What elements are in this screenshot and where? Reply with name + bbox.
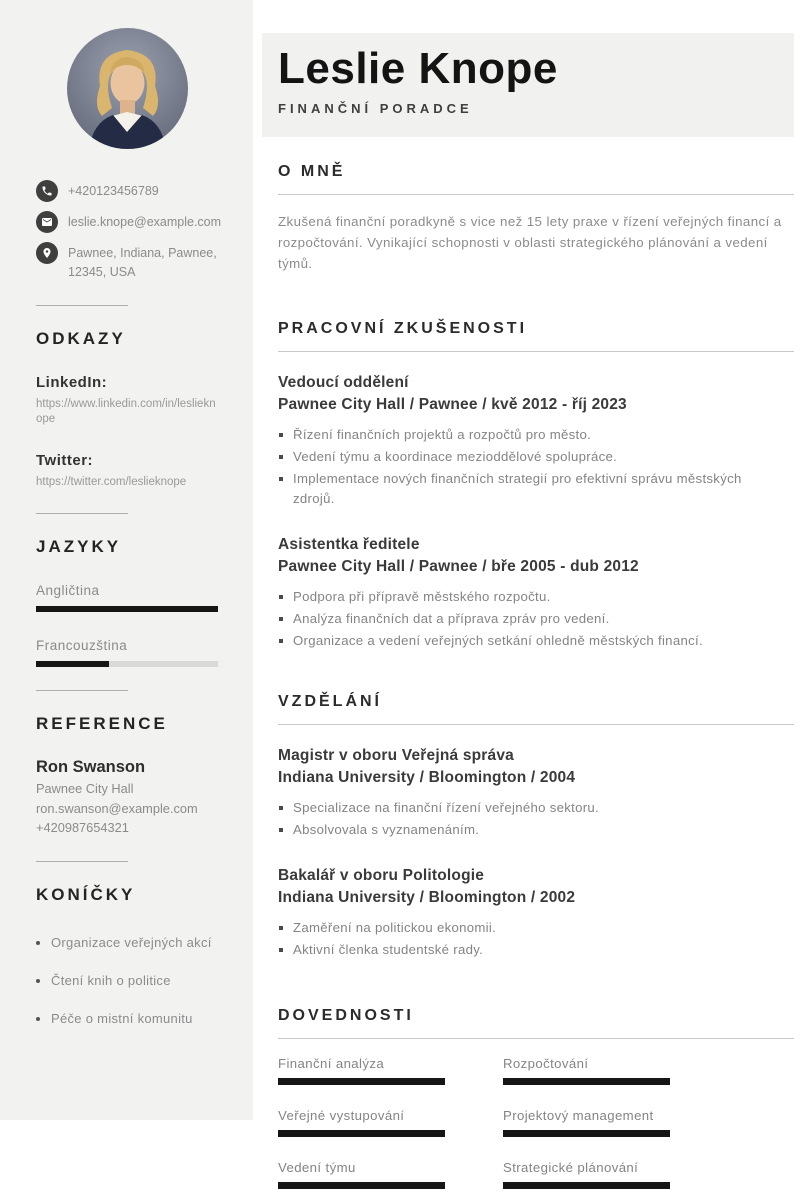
language-name: Angličtina (36, 583, 100, 598)
degree-bullet: Aktivní členka studentské rady. (278, 940, 778, 960)
skill-bar-fill (503, 1182, 670, 1189)
sidebar (0, 0, 253, 1120)
divider (36, 861, 128, 862)
reference-name: Ron Swanson (36, 758, 146, 776)
language-bar-fill (36, 661, 109, 667)
skill-item (503, 1056, 670, 1085)
reference-heading: REFERENCE (36, 714, 168, 733)
skill-bar-track (503, 1182, 670, 1189)
degree-bullet: Absolvovala s vyznamenáním. (278, 820, 778, 840)
languages-heading: JAZYKY (36, 537, 122, 556)
job-bullet: Organizace a vedení veřejných setkání ohledně městských financí. (278, 631, 778, 651)
language-name: Francouzština (36, 638, 128, 653)
language-bar-track (36, 661, 218, 667)
twitter-url[interactable]: https://twitter.com/leslieknope (36, 476, 187, 488)
degree-bullets (278, 798, 794, 840)
skill-item (278, 1160, 445, 1189)
divider (36, 690, 128, 691)
job-entry (278, 372, 794, 509)
reference-phone[interactable]: +420987654321 (36, 820, 129, 835)
skill-name: Rozpočtování (503, 1056, 589, 1071)
hobby-item: Organizace veřejných akcí (36, 933, 218, 953)
degree-bullet: Zaměření na politickou ekonomii. (278, 918, 778, 938)
skill-grid (278, 1056, 794, 1189)
job-bullets (278, 587, 794, 651)
phone-value[interactable]: +420123456789 (68, 184, 159, 198)
hobby-item: Péče o mistní komunitu (36, 1009, 218, 1029)
job-title: Asistentka ředitele (278, 536, 420, 553)
reference-company: Pawnee City Hall (36, 781, 134, 796)
skill-name: Projektový management (503, 1108, 654, 1123)
degree-bullets (278, 918, 794, 960)
job-bullets (278, 425, 794, 509)
hobby-list (36, 933, 218, 1029)
skill-name: Vedení týmu (278, 1160, 356, 1175)
email-value[interactable]: leslie.knope@example.com (68, 215, 222, 229)
linkedin-label: LinkedIn: (36, 374, 108, 391)
skill-bar-fill (503, 1130, 670, 1137)
reference-details (36, 779, 218, 838)
hobby-item: Čtení knih o politice (36, 971, 218, 991)
about-text: Zkušená finanční poradkyně s vice než 15 lety praxe v řízení veřejných financí a rozpočtování. Vynikající schopnosti v oblasti strategického plánování a vedení týmů. (278, 214, 782, 271)
skill-name: Veřejné vystupování (278, 1108, 405, 1123)
education-heading: VZDĚLÁNÍ (278, 693, 794, 725)
skill-bar-track (503, 1078, 670, 1085)
skill-name: Strategické plánování (503, 1160, 639, 1175)
section-about (278, 163, 794, 274)
degree-title: Magistr v oboru Veřejná správa (278, 747, 515, 764)
education-entry (278, 865, 794, 960)
skill-bar-fill (503, 1078, 670, 1085)
section-education (278, 693, 794, 960)
job-bullet: Řízení finančních projektů a rozpočtů pro město. (278, 425, 778, 445)
job-bullet: Analýza finančních dat a příprava zpráv pro vedení. (278, 609, 778, 629)
section-experience (278, 320, 794, 651)
hobbies-heading: KONÍČKY (36, 884, 136, 904)
job-meta: Pawnee City Hall / Pawnee / bře 2005 - dub 2012 (278, 558, 639, 575)
main-content (262, 163, 794, 1189)
profile-photo-wrap (36, 28, 218, 149)
location-icon (36, 242, 58, 264)
skill-bar-fill (278, 1182, 445, 1189)
profile-photo (67, 28, 188, 149)
contact-address-row (36, 242, 218, 282)
section-skills (278, 1007, 794, 1189)
skill-bar-track (503, 1130, 670, 1137)
skill-bar-track (278, 1078, 445, 1085)
phone-icon (36, 180, 58, 202)
job-title: Vedoucí oddělení (278, 374, 409, 391)
skill-bar-track (278, 1130, 445, 1137)
twitter-label: Twitter: (36, 452, 94, 469)
links-heading: ODKAZY (36, 329, 126, 348)
main-column (262, 0, 794, 1175)
header-band (262, 33, 794, 137)
language-item (36, 583, 218, 612)
skill-item (278, 1108, 445, 1137)
contact-block (36, 180, 222, 282)
language-bar-track (36, 606, 218, 612)
divider (36, 513, 128, 514)
linkedin-url[interactable]: https://www.linkedin.com/in/leslieknope (36, 398, 216, 425)
job-bullet: Vedení týmu a koordinace mezioddělové spolupráce. (278, 447, 778, 467)
skill-bar-fill (278, 1130, 445, 1137)
job-entry (278, 534, 794, 651)
degree-title: Bakalář v oboru Politologie (278, 867, 485, 884)
skill-name: Finanční analýza (278, 1056, 385, 1071)
job-meta: Pawnee City Hall / Pawnee / kvě 2012 - říj 2023 (278, 396, 627, 413)
language-bar-fill (36, 606, 218, 612)
skill-item (503, 1160, 670, 1189)
person-name: Leslie Knope (278, 44, 558, 93)
contact-email-row (36, 211, 222, 233)
skill-item (503, 1108, 670, 1137)
degree-meta: Indiana University / Bloomington / 2004 (278, 769, 576, 786)
degree-bullet: Specializace na finanční řízení veřejného sektoru. (278, 798, 778, 818)
column-gutter (253, 0, 262, 1120)
degree-meta: Indiana University / Bloomington / 2002 (278, 889, 576, 906)
job-bullet: Implementace nových finančních strategií pro efektivní správu městských zdrojů. (278, 469, 778, 509)
skill-item (278, 1056, 445, 1085)
divider (36, 305, 128, 306)
about-heading: O MNĚ (278, 163, 794, 195)
contact-phone-row (36, 180, 218, 202)
experience-heading: PRACOVNÍ ZKUŠENOSTI (278, 320, 794, 352)
skills-heading: DOVEDNOSTI (278, 1007, 794, 1039)
education-entry (278, 745, 794, 840)
reference-email[interactable]: ron.swanson@example.com (36, 800, 198, 816)
person-title: FINANČNÍ PORADCE (278, 101, 473, 116)
language-item (36, 638, 218, 667)
address-value: Pawnee, Indiana, Pawnee, 12345, USA (68, 246, 217, 279)
skill-bar-track (278, 1182, 445, 1189)
job-bullet: Podpora při přípravě městského rozpočtu. (278, 587, 778, 607)
skill-bar-fill (278, 1078, 445, 1085)
email-icon (36, 211, 58, 233)
